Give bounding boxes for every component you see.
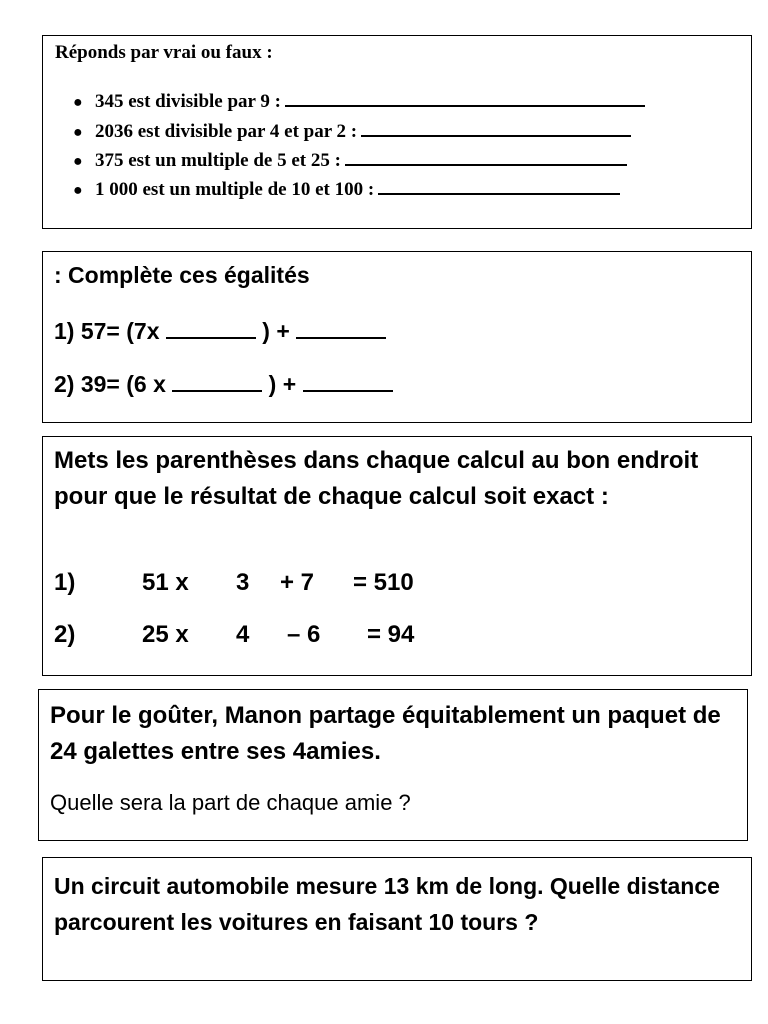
exercise-circuit-box — [42, 857, 752, 981]
calc-number: 1) — [54, 569, 76, 596]
calc-number: 2) — [54, 621, 76, 648]
bullet-icon: ● — [73, 182, 83, 199]
equality-left: 2) 39= (6 x — [54, 371, 166, 397]
exercise-title: Réponds par vrai ou faux : — [55, 42, 273, 63]
calc-operand-c: + 7 — [280, 569, 315, 596]
problem-statement: Un circuit automobile mesure 13 km de long. Quelle distance parcourent les voitures en faisant 10 tours ? — [54, 873, 720, 935]
calc-result: = 94 — [367, 621, 415, 648]
statement-text: 2036 est divisible par 4 et par 2 : — [95, 121, 358, 142]
answer-line[interactable] — [345, 150, 627, 166]
exercise-problem-box — [38, 689, 748, 841]
equality-row — [54, 370, 393, 398]
equality-mid: ) + — [262, 318, 290, 344]
blank-line[interactable] — [172, 370, 262, 392]
list-item — [73, 179, 620, 201]
answer-line[interactable] — [361, 121, 631, 137]
problem-question: Quelle sera la part de chaque amie ? — [50, 790, 411, 815]
list-item — [73, 150, 627, 172]
list-item — [73, 121, 631, 143]
blank-line[interactable] — [296, 317, 386, 339]
calc-operand-a: 51 x — [142, 569, 189, 596]
equality-row — [54, 317, 386, 345]
statement-text: 1 000 est un multiple de 10 et 100 : — [95, 179, 375, 200]
exercise-true-false-box — [42, 35, 752, 229]
list-item — [73, 91, 645, 113]
exercise-equalities-box — [42, 251, 752, 423]
answer-line[interactable] — [285, 91, 645, 107]
exercise-parentheses-box — [42, 436, 752, 676]
statement-text: 375 est un multiple de 5 et 25 : — [95, 150, 341, 171]
calc-operand-b: 4 — [236, 621, 250, 648]
blank-line[interactable] — [303, 370, 393, 392]
exercise-title: : Complète ces égalités — [54, 262, 310, 288]
calc-operand-b: 3 — [236, 569, 250, 596]
equality-mid: ) + — [268, 371, 297, 397]
problem-statement: Pour le goûter, Manon partage équitablement un paquet de 24 galettes entre ses 4amies. — [50, 702, 721, 765]
bullet-icon: ● — [73, 124, 83, 141]
bullet-icon: ● — [73, 94, 83, 111]
bullet-icon: ● — [73, 153, 83, 170]
statement-text: 345 est divisible par 9 : — [95, 91, 281, 112]
calc-result: = 510 — [353, 569, 414, 596]
calc-operand-c: – 6 — [287, 621, 321, 648]
calc-row — [43, 569, 751, 605]
equality-left: 1) 57= (7x — [54, 318, 160, 344]
answer-line[interactable] — [378, 179, 620, 195]
calc-operand-a: 25 x — [142, 621, 189, 648]
calc-row — [43, 621, 751, 657]
instruction-text: Mets les parenthèses dans chaque calcul au bon endroit pour que le résultat de chaque calcul soit exact : — [54, 447, 699, 510]
blank-line[interactable] — [166, 317, 256, 339]
